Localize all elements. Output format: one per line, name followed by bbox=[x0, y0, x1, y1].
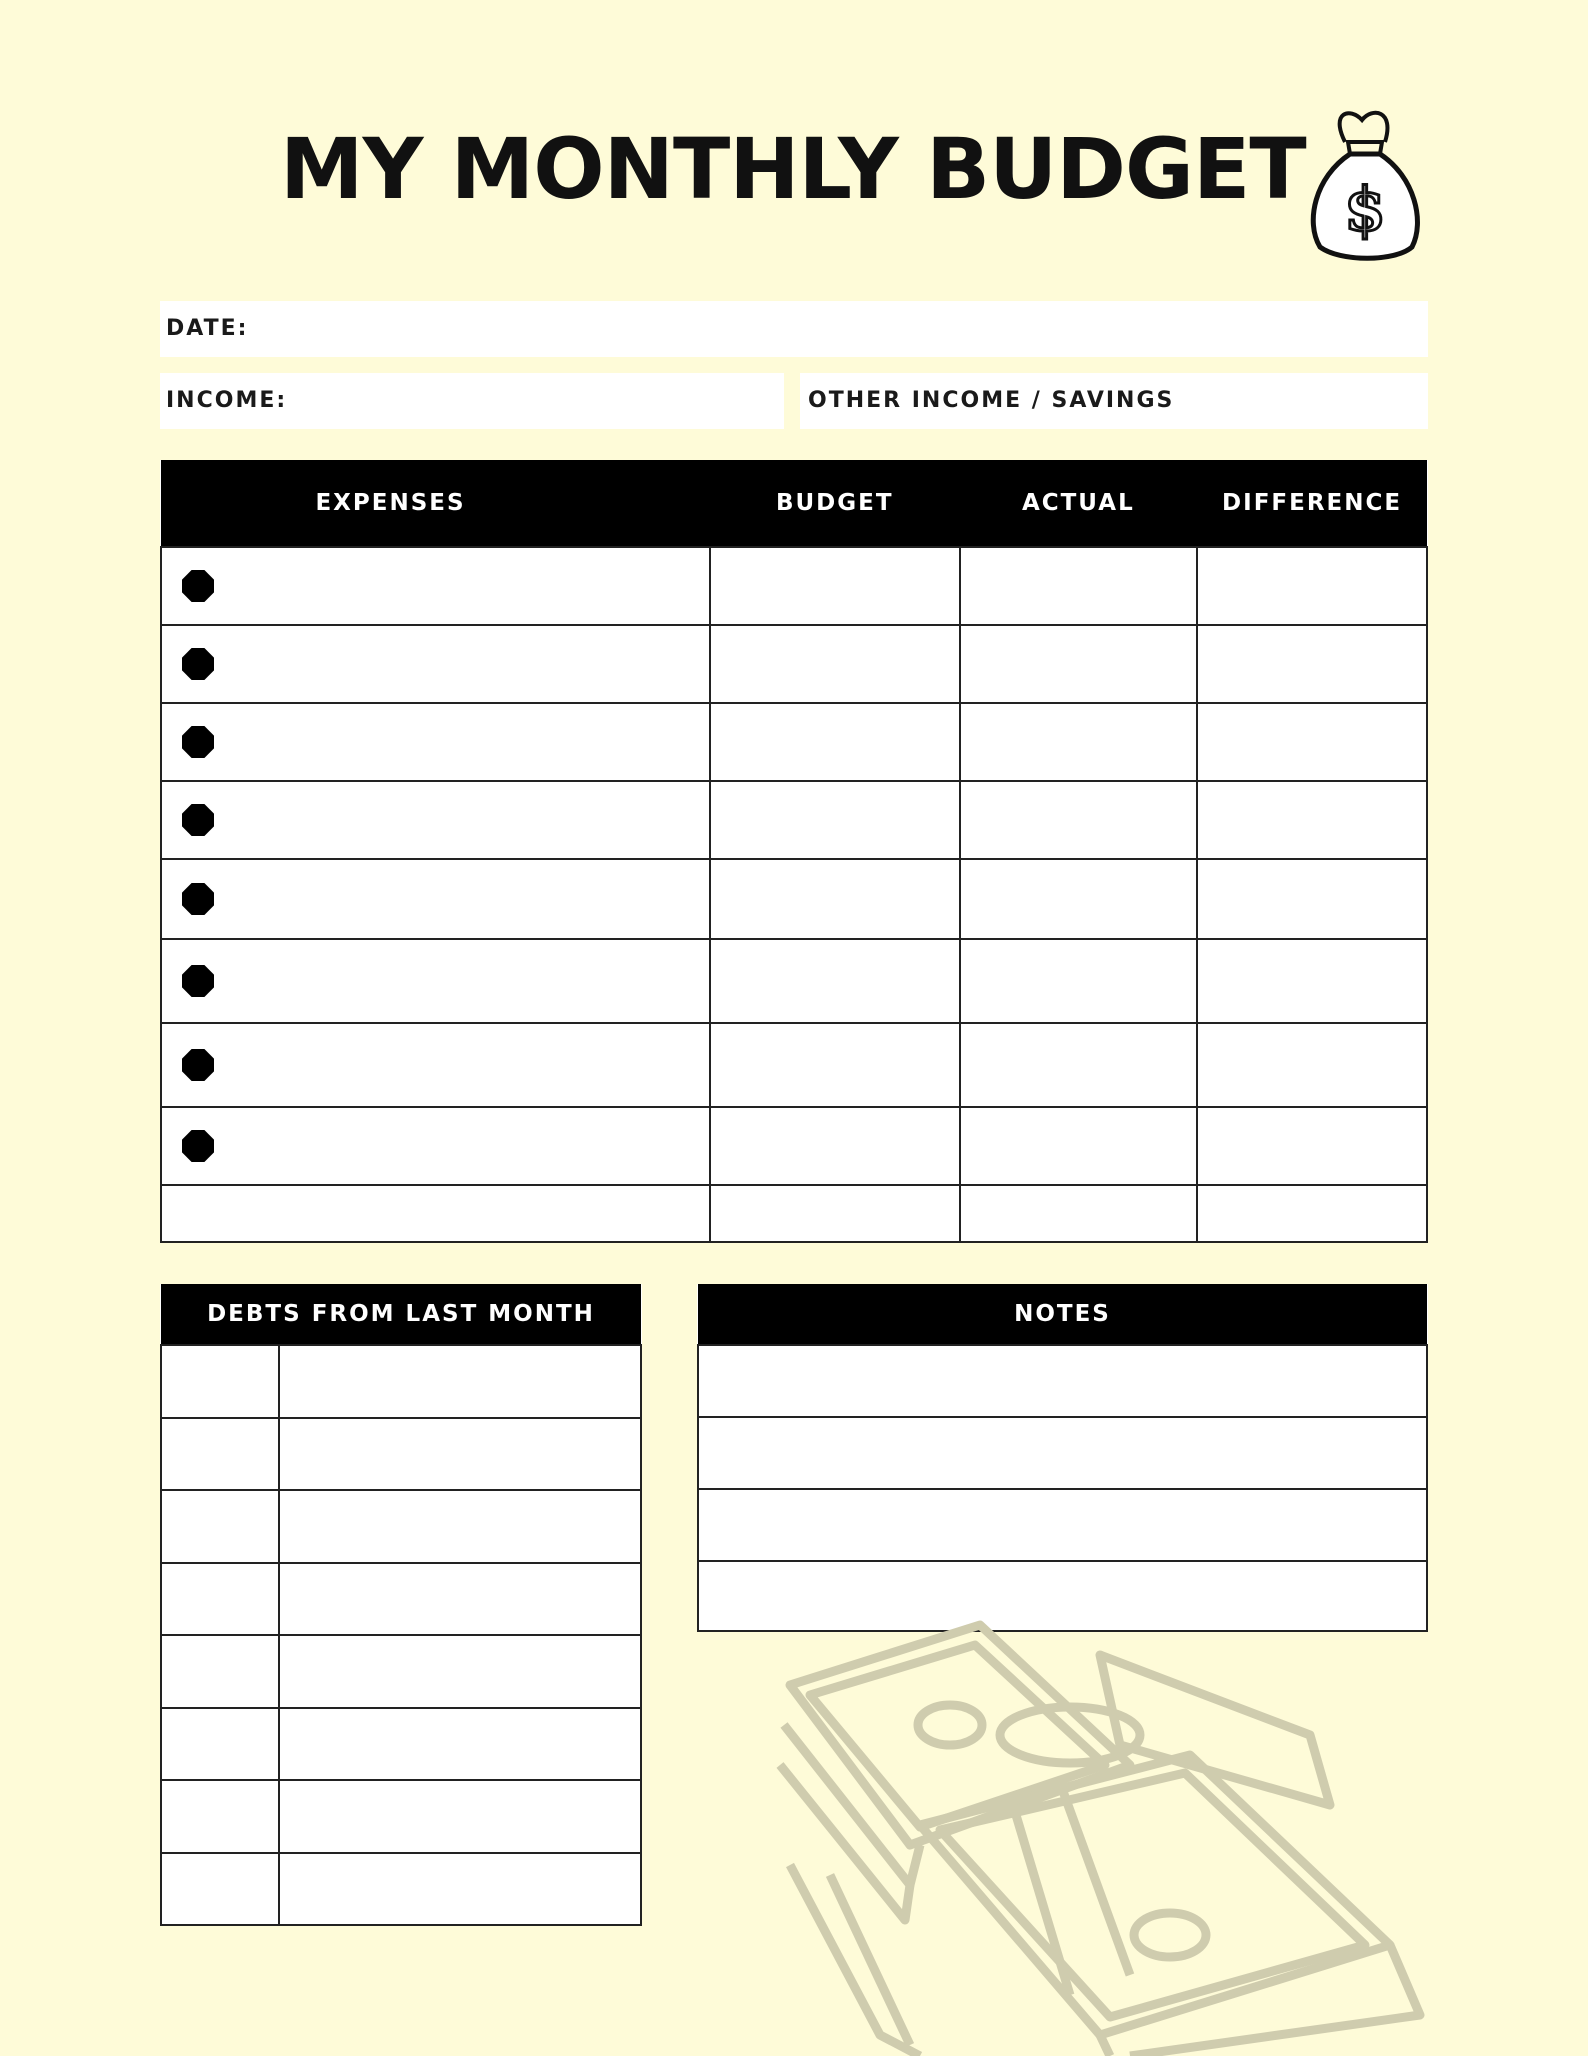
debt-date-cell[interactable] bbox=[161, 1708, 279, 1781]
expense-cell[interactable] bbox=[161, 625, 710, 703]
note-cell[interactable] bbox=[698, 1417, 1427, 1489]
budget-cell[interactable] bbox=[710, 625, 960, 703]
expense-cell[interactable] bbox=[161, 1185, 710, 1242]
note-row bbox=[698, 1489, 1427, 1561]
difference-cell[interactable] bbox=[1197, 547, 1427, 625]
debt-description-cell[interactable] bbox=[279, 1635, 642, 1708]
expense-row bbox=[161, 1023, 1427, 1107]
expense-row bbox=[161, 939, 1427, 1023]
difference-cell[interactable] bbox=[1197, 781, 1427, 859]
expense-row bbox=[161, 547, 1427, 625]
actual-cell[interactable] bbox=[960, 625, 1198, 703]
debt-row bbox=[161, 1780, 641, 1853]
actual-header: ACTUAL bbox=[960, 460, 1198, 547]
budget-cell[interactable] bbox=[710, 781, 960, 859]
bullet-icon bbox=[182, 804, 214, 836]
date-field[interactable] bbox=[160, 301, 1428, 357]
debt-date-cell[interactable] bbox=[161, 1490, 279, 1563]
debt-description-cell[interactable] bbox=[279, 1345, 642, 1418]
bullet-icon bbox=[182, 648, 214, 680]
expense-row bbox=[161, 859, 1427, 939]
cash-stack-icon bbox=[770, 1615, 1460, 2056]
difference-cell[interactable] bbox=[1197, 703, 1427, 781]
expense-cell[interactable] bbox=[161, 859, 710, 939]
expense-row bbox=[161, 625, 1427, 703]
debt-date-cell[interactable] bbox=[161, 1345, 279, 1418]
expense-cell[interactable] bbox=[161, 703, 710, 781]
budget-cell[interactable] bbox=[710, 939, 960, 1023]
expense-cell[interactable] bbox=[161, 939, 710, 1023]
expense-row bbox=[161, 1107, 1427, 1185]
page-title: MY MONTHLY BUDGET bbox=[280, 120, 1306, 218]
bullet-icon bbox=[182, 570, 214, 602]
bullet-icon bbox=[182, 1130, 214, 1162]
income-field[interactable] bbox=[160, 373, 784, 429]
expenses-header: EXPENSES bbox=[161, 460, 710, 547]
debt-description-cell[interactable] bbox=[279, 1853, 642, 1926]
debt-date-cell[interactable] bbox=[161, 1418, 279, 1491]
difference-cell[interactable] bbox=[1197, 1023, 1427, 1107]
expenses-header-row bbox=[161, 460, 1427, 547]
notes-header: NOTES bbox=[698, 1284, 1427, 1345]
debt-date-cell[interactable] bbox=[161, 1780, 279, 1853]
bullet-icon bbox=[182, 726, 214, 758]
expense-cell[interactable] bbox=[161, 547, 710, 625]
expense-cell[interactable] bbox=[161, 1107, 710, 1185]
note-cell[interactable] bbox=[698, 1345, 1427, 1417]
other-income-label: OTHER INCOME / SAVINGS bbox=[808, 388, 1175, 413]
note-row bbox=[698, 1345, 1427, 1417]
bullet-icon bbox=[182, 883, 214, 915]
debt-description-cell[interactable] bbox=[279, 1418, 642, 1491]
expense-row bbox=[161, 703, 1427, 781]
expenses-table bbox=[160, 460, 1428, 1243]
income-label: INCOME: bbox=[166, 388, 288, 413]
date-label: DATE: bbox=[166, 316, 249, 341]
difference-cell[interactable] bbox=[1197, 625, 1427, 703]
expense-row bbox=[161, 781, 1427, 859]
difference-cell[interactable] bbox=[1197, 859, 1427, 939]
debt-description-cell[interactable] bbox=[279, 1780, 642, 1853]
actual-cell[interactable] bbox=[960, 1023, 1198, 1107]
debt-row bbox=[161, 1853, 641, 1926]
debt-description-cell[interactable] bbox=[279, 1490, 642, 1563]
expense-row bbox=[161, 1185, 1427, 1242]
debts-table bbox=[160, 1284, 642, 1926]
actual-cell[interactable] bbox=[960, 1107, 1198, 1185]
budget-cell[interactable] bbox=[710, 1023, 960, 1107]
budget-header: BUDGET bbox=[710, 460, 960, 547]
debt-row bbox=[161, 1418, 641, 1491]
difference-cell[interactable] bbox=[1197, 1185, 1427, 1242]
difference-cell[interactable] bbox=[1197, 939, 1427, 1023]
budget-cell[interactable] bbox=[710, 1185, 960, 1242]
expense-cell[interactable] bbox=[161, 781, 710, 859]
budget-cell[interactable] bbox=[710, 1107, 960, 1185]
debt-row bbox=[161, 1345, 641, 1418]
expense-cell[interactable] bbox=[161, 1023, 710, 1107]
debt-row bbox=[161, 1490, 641, 1563]
note-cell[interactable] bbox=[698, 1489, 1427, 1561]
debt-row bbox=[161, 1708, 641, 1781]
actual-cell[interactable] bbox=[960, 939, 1198, 1023]
svg-text:$: $ bbox=[1344, 175, 1386, 245]
debt-row bbox=[161, 1563, 641, 1636]
debt-date-cell[interactable] bbox=[161, 1635, 279, 1708]
actual-cell[interactable] bbox=[960, 547, 1198, 625]
notes-table bbox=[697, 1284, 1428, 1632]
bullet-icon bbox=[182, 965, 214, 997]
debt-date-cell[interactable] bbox=[161, 1853, 279, 1926]
difference-cell[interactable] bbox=[1197, 1107, 1427, 1185]
budget-cell[interactable] bbox=[710, 547, 960, 625]
debt-date-cell[interactable] bbox=[161, 1563, 279, 1636]
actual-cell[interactable] bbox=[960, 703, 1198, 781]
actual-cell[interactable] bbox=[960, 859, 1198, 939]
debt-row bbox=[161, 1635, 641, 1708]
debts-header: DEBTS FROM LAST MONTH bbox=[161, 1284, 641, 1345]
debt-description-cell[interactable] bbox=[279, 1708, 642, 1781]
note-row bbox=[698, 1417, 1427, 1489]
actual-cell[interactable] bbox=[960, 1185, 1198, 1242]
bullet-icon bbox=[182, 1049, 214, 1081]
budget-cell[interactable] bbox=[710, 859, 960, 939]
money-bag-icon bbox=[1300, 102, 1430, 262]
debt-description-cell[interactable] bbox=[279, 1563, 642, 1636]
actual-cell[interactable] bbox=[960, 781, 1198, 859]
difference-header: DIFFERENCE bbox=[1197, 460, 1427, 547]
other-income-field[interactable] bbox=[800, 373, 1428, 429]
budget-cell[interactable] bbox=[710, 703, 960, 781]
